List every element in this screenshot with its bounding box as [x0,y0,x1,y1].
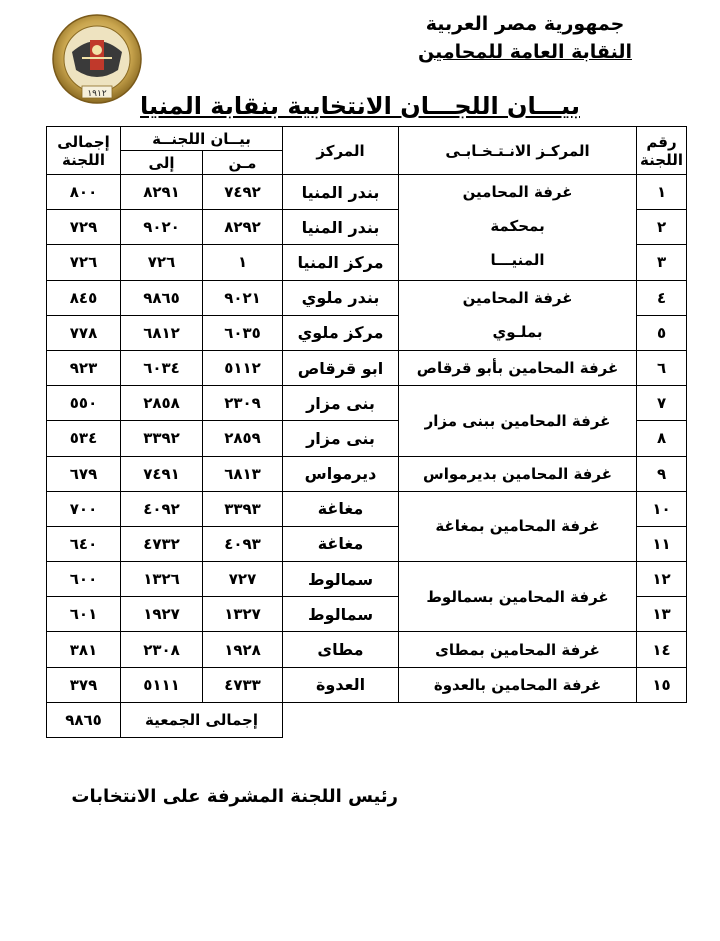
row-from: ٧٤٩٢ [203,175,283,210]
row-from: ٨٢٩٢ [203,210,283,245]
row-to: ٨٢٩١ [121,175,203,210]
grand-total-label: إجمالى الجمعية [121,702,283,737]
row-from: ١٩٢٨ [203,632,283,667]
row-center: مغاغة [283,526,399,561]
row-to: ٥١١١ [121,667,203,702]
row-center: بنى مزار [283,421,399,456]
row-number: ١٥ [637,667,687,702]
row-electoral-center: غرفة المحامين بمطاى [399,632,637,667]
row-number: ١٢ [637,562,687,597]
row-electoral-center: غرفة المحامين [462,288,573,307]
row-from: ٣٣٩٣ [203,491,283,526]
row-electoral-center: غرفة المحامين بديرمواس [399,456,637,491]
row-electoral-center: المنيـــا [490,251,545,269]
row-to: ١٩٢٧ [121,597,203,632]
row-to: ٢٣٠٨ [121,632,203,667]
row-center: مركز ملوي [283,315,399,350]
row-total: ٧٢٦ [47,245,121,280]
row-total: ٦٠١ [47,597,121,632]
row-total: ٨٤٥ [47,280,121,315]
table-row [47,175,687,210]
row-electoral-center-group [399,175,637,281]
row-number: ١٣ [637,597,687,632]
row-to: ٣٣٩٢ [121,421,203,456]
row-number: ١٠ [637,491,687,526]
row-to: ٧٢٦ [121,245,203,280]
table-row [47,456,687,491]
row-from: ٢٣٠٩ [203,386,283,421]
row-from: ١٣٢٧ [203,597,283,632]
row-to: ٢٨٥٨ [121,386,203,421]
row-to: ٤٠٩٢ [121,491,203,526]
row-electoral-center: غرفة المحامين بالعدوة [399,667,637,702]
row-electoral-center: غرفة المحامين بسمالوط [399,562,637,632]
table-row [47,491,687,526]
row-from: ٢٨٥٩ [203,421,283,456]
header-total: إجمالى اللجنة [47,127,121,175]
row-from: ٥١١٢ [203,350,283,385]
row-to: ٩٨٦٥ [121,280,203,315]
table-row [47,667,687,702]
row-from: ٦٠٣٥ [203,315,283,350]
committees-table [46,126,687,738]
row-to: ٦٨١٢ [121,315,203,350]
row-to: ٦٠٣٤ [121,350,203,385]
row-number: ٧ [637,386,687,421]
row-center: مغاغة [283,491,399,526]
row-from: ٤٧٣٣ [203,667,283,702]
row-number: ٦ [637,350,687,385]
row-center: ابو قرقاص [283,350,399,385]
row-number: ٩ [637,456,687,491]
row-electoral-center: بمحكمة [490,217,545,235]
table-row [47,562,687,597]
header-syndicate: النقابة العامة للمحامين [418,41,632,63]
document-header [418,10,632,66]
row-from: ٦٨١٣ [203,456,283,491]
header-center: المركز [283,127,399,175]
row-total: ٦٤٠ [47,526,121,561]
row-total: ٩٢٣ [47,350,121,385]
row-total: ٥٥٠ [47,386,121,421]
row-to: ١٣٢٦ [121,562,203,597]
row-from: ٤٠٩٣ [203,526,283,561]
row-total: ٧٧٨ [47,315,121,350]
row-center: ديرمواس [283,456,399,491]
row-center: بنى مزار [283,386,399,421]
row-center: العدوة [283,667,399,702]
row-total: ٨٠٠ [47,175,121,210]
row-number: ١٤ [637,632,687,667]
row-electoral-center: غرفة المحامين بمغاغة [399,491,637,561]
table-row [47,280,687,315]
row-center: بندر المنيا [283,210,399,245]
row-number: ٣ [637,245,687,280]
row-center: مركز المنيا [283,245,399,280]
row-electoral-center-group [399,280,637,350]
row-to: ٤٧٣٢ [121,526,203,561]
row-total: ٥٣٤ [47,421,121,456]
table-row [47,632,687,667]
grand-total-value: ٩٨٦٥ [47,702,121,737]
row-center: سمالوط [283,597,399,632]
seal-year: ١٩١٢ [87,89,107,99]
header-country: جمهورية مصر العربية [425,13,625,35]
row-from: ٩٠٢١ [203,280,283,315]
row-total: ٦٠٠ [47,562,121,597]
row-center: بندر ملوي [283,280,399,315]
row-electoral-center: غرفة المحامين [462,183,573,201]
row-center: مطاى [283,632,399,667]
row-total: ٣٨١ [47,632,121,667]
table-row [47,350,687,385]
row-number: ١١ [637,526,687,561]
row-electoral-center: غرفة المحامين بأبو قرقاص [399,350,637,385]
row-to: ٧٤٩١ [121,456,203,491]
header-to: إلى [121,151,203,175]
row-total: ٣٧٩ [47,667,121,702]
row-number: ٥ [637,315,687,350]
header-electoral-center: المركـز الانـتـخـابـى [399,127,637,175]
row-from: ٧٢٧ [203,562,283,597]
row-to: ٩٠٢٠ [121,210,203,245]
row-total: ٦٧٩ [47,456,121,491]
row-number: ٨ [637,421,687,456]
row-number: ٢ [637,210,687,245]
header-from: مـن [203,151,283,175]
header-number: رقم اللجنة [637,127,687,175]
document-title: بيـــان اللجـــان الانتخابية بنقابة المنيا [140,92,580,120]
row-center: بندر المنيا [283,175,399,210]
row-number: ١ [637,175,687,210]
row-from: ١ [203,245,283,280]
row-center: سمالوط [283,562,399,597]
row-electoral-center: بملـوي [492,322,543,341]
row-total: ٧٠٠ [47,491,121,526]
row-electoral-center: غرفة المحامين ببنى مزار [399,386,637,456]
grand-total-row [47,702,687,737]
header-committee-data: بيــان اللجنــة [121,127,283,151]
footer-text: رئيس اللجنة المشرفة على الانتخابات [71,786,398,807]
table-row [47,386,687,421]
row-total: ٧٢٩ [47,210,121,245]
row-number: ٤ [637,280,687,315]
